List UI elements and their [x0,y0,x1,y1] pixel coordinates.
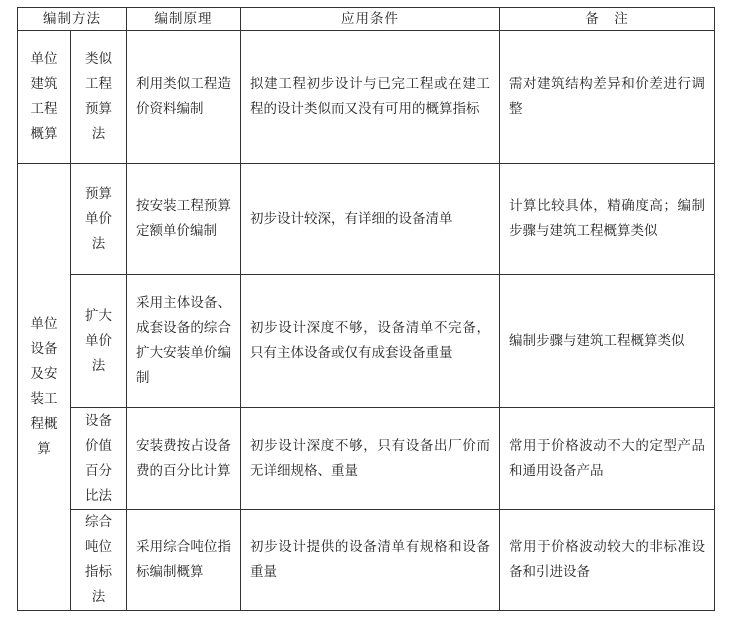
table-row [18,31,715,164]
table-row [18,275,715,408]
estimation-methods-table [17,7,715,611]
condition-cell: 初步设计深度不够，设备清单不完备，只有主体设备或仅有成套设备重量 [241,275,500,408]
group-cell: 单位设备及安装工程概算 [18,164,71,611]
note-cell: 计算比较具体，精确度高；编制步骤与建筑工程概算类似 [500,164,715,275]
method-cell: 类似工程预算法 [71,31,127,164]
header-condition: 应用条件 [241,8,500,31]
principle-cell: 利用类似工程造价资料编制 [127,31,241,164]
note-cell: 常用于价格波动较大的非标准设备和引进设备 [500,510,715,611]
principle-cell: 按安装工程预算定额单价编制 [127,164,241,275]
table-row [18,510,715,611]
condition-cell: 初步设计提供的设备清单有规格和设备重量 [241,510,500,611]
note-cell: 需对建筑结构差异和价差进行调整 [500,31,715,164]
table-row [18,408,715,510]
condition-cell: 拟建工程初步设计与已完工程或在建工程的设计类似而又没有可用的概算指标 [241,31,500,164]
method-cell: 综合吨位指标法 [71,510,127,611]
table-row [18,164,715,275]
method-cell: 扩大单价法 [71,275,127,408]
group-cell: 单位建筑工程概算 [18,31,71,164]
principle-cell: 采用综合吨位指标编制概算 [127,510,241,611]
principle-cell: 采用主体设备、成套设备的综合扩大安装单价编制 [127,275,241,408]
principle-cell: 安装费按占设备费的百分比计算 [127,408,241,510]
header-row [18,8,715,31]
header-note: 备 注 [500,8,715,31]
note-cell: 常用于价格波动不大的定型产品和通用设备产品 [500,408,715,510]
header-method: 编制方法 [18,8,127,31]
note-cell: 编制步骤与建筑工程概算类似 [500,275,715,408]
method-cell: 设备价值百分比法 [71,408,127,510]
header-principle: 编制原理 [127,8,241,31]
condition-cell: 初步设计深度不够，只有设备出厂价而无详细规格、重量 [241,408,500,510]
condition-cell: 初步设计较深，有详细的设备清单 [241,164,500,275]
method-cell: 预算单价法 [71,164,127,275]
